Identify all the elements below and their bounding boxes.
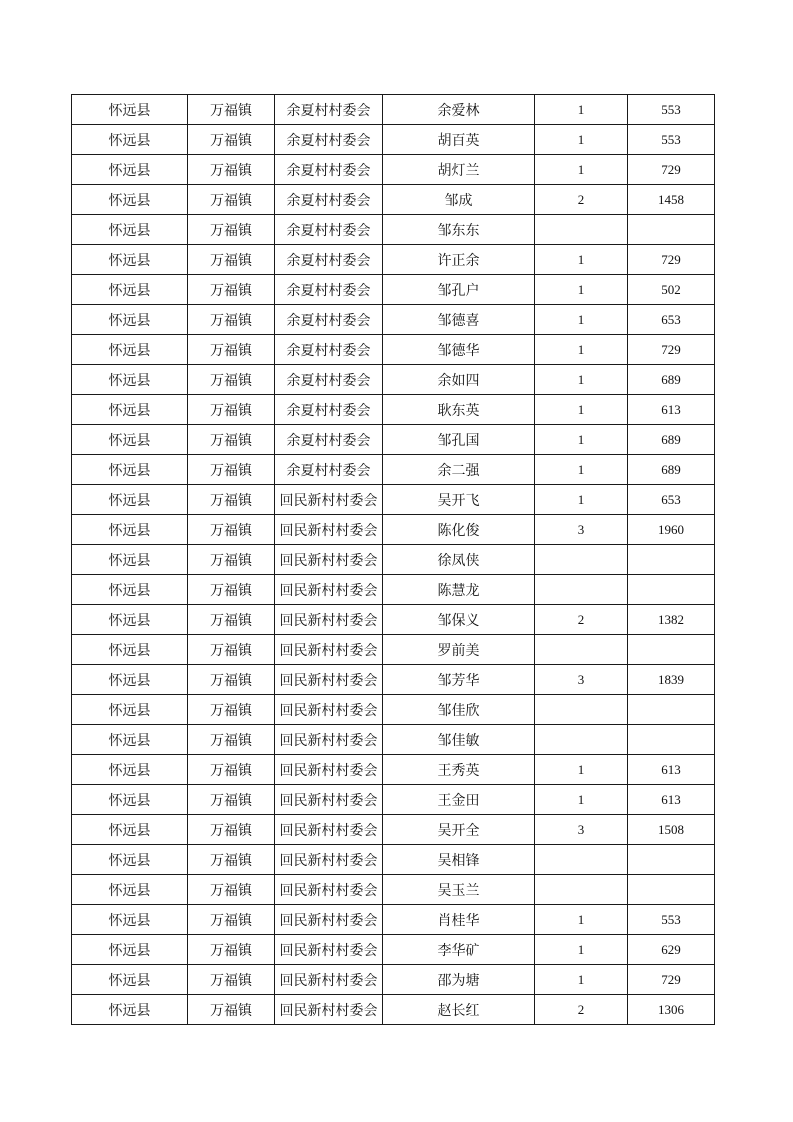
table-row: [72, 605, 715, 635]
county-cell: 怀远县: [72, 335, 188, 365]
village-cell: 回民新村村委会: [275, 845, 383, 875]
amount-cell: 1382: [628, 605, 715, 635]
person-name-cell: 肖桂华: [383, 905, 535, 935]
village-cell: 回民新村村委会: [275, 875, 383, 905]
person-name-cell: 罗前美: [383, 635, 535, 665]
amount-cell: 689: [628, 455, 715, 485]
roster-table: [71, 94, 715, 1025]
town-cell: 万福镇: [188, 215, 275, 245]
county-cell: 怀远县: [72, 485, 188, 515]
household-count-cell: 1: [535, 755, 628, 785]
town-cell: 万福镇: [188, 665, 275, 695]
amount-cell: 1306: [628, 995, 715, 1025]
town-cell: 万福镇: [188, 125, 275, 155]
table-row: [72, 965, 715, 995]
household-count-cell: 3: [535, 815, 628, 845]
village-cell: 回民新村村委会: [275, 605, 383, 635]
person-name-cell: 徐凤侠: [383, 545, 535, 575]
household-count-cell: 1: [535, 275, 628, 305]
amount-cell: 1839: [628, 665, 715, 695]
person-name-cell: 邹成: [383, 185, 535, 215]
household-count-cell: 3: [535, 515, 628, 545]
town-cell: 万福镇: [188, 785, 275, 815]
village-cell: 回民新村村委会: [275, 515, 383, 545]
village-cell: 回民新村村委会: [275, 665, 383, 695]
county-cell: 怀远县: [72, 995, 188, 1025]
county-cell: 怀远县: [72, 545, 188, 575]
person-name-cell: 吴玉兰: [383, 875, 535, 905]
document-page: [71, 94, 715, 1025]
village-cell: 余夏村村委会: [275, 455, 383, 485]
table-row: [72, 275, 715, 305]
table-row: [72, 95, 715, 125]
county-cell: 怀远县: [72, 635, 188, 665]
person-name-cell: 吴相锋: [383, 845, 535, 875]
table-row: [72, 665, 715, 695]
table-row: [72, 185, 715, 215]
amount-cell: 729: [628, 245, 715, 275]
village-cell: 余夏村村委会: [275, 305, 383, 335]
person-name-cell: 邹保义: [383, 605, 535, 635]
town-cell: 万福镇: [188, 455, 275, 485]
town-cell: 万福镇: [188, 605, 275, 635]
town-cell: 万福镇: [188, 575, 275, 605]
town-cell: 万福镇: [188, 185, 275, 215]
county-cell: 怀远县: [72, 605, 188, 635]
amount-cell: 553: [628, 125, 715, 155]
table-row: [72, 995, 715, 1025]
amount-cell: [628, 695, 715, 725]
village-cell: 回民新村村委会: [275, 815, 383, 845]
village-cell: 余夏村村委会: [275, 95, 383, 125]
amount-cell: 553: [628, 905, 715, 935]
amount-cell: [628, 725, 715, 755]
household-count-cell: [535, 845, 628, 875]
village-cell: 回民新村村委会: [275, 965, 383, 995]
amount-cell: 1960: [628, 515, 715, 545]
person-name-cell: 李华矿: [383, 935, 535, 965]
table-row: [72, 725, 715, 755]
person-name-cell: 吴开全: [383, 815, 535, 845]
person-name-cell: 胡灯兰: [383, 155, 535, 185]
person-name-cell: 邹芳华: [383, 665, 535, 695]
county-cell: 怀远县: [72, 935, 188, 965]
amount-cell: [628, 845, 715, 875]
household-count-cell: 1: [535, 335, 628, 365]
village-cell: 回民新村村委会: [275, 695, 383, 725]
amount-cell: 502: [628, 275, 715, 305]
village-cell: 回民新村村委会: [275, 725, 383, 755]
person-name-cell: 陈化俊: [383, 515, 535, 545]
village-cell: 余夏村村委会: [275, 185, 383, 215]
household-count-cell: [535, 875, 628, 905]
county-cell: 怀远县: [72, 185, 188, 215]
town-cell: 万福镇: [188, 155, 275, 185]
amount-cell: 689: [628, 365, 715, 395]
county-cell: 怀远县: [72, 305, 188, 335]
table-row: [72, 785, 715, 815]
county-cell: 怀远县: [72, 695, 188, 725]
person-name-cell: 邹佳敏: [383, 725, 535, 755]
household-count-cell: 1: [535, 155, 628, 185]
town-cell: 万福镇: [188, 995, 275, 1025]
table-row: [72, 905, 715, 935]
household-count-cell: 3: [535, 665, 628, 695]
table-row: [72, 245, 715, 275]
person-name-cell: 胡百英: [383, 125, 535, 155]
person-name-cell: 赵长红: [383, 995, 535, 1025]
county-cell: 怀远县: [72, 95, 188, 125]
town-cell: 万福镇: [188, 365, 275, 395]
table-row: [72, 215, 715, 245]
household-count-cell: 2: [535, 185, 628, 215]
household-count-cell: 1: [535, 125, 628, 155]
town-cell: 万福镇: [188, 335, 275, 365]
household-count-cell: 1: [535, 935, 628, 965]
village-cell: 回民新村村委会: [275, 785, 383, 815]
county-cell: 怀远县: [72, 155, 188, 185]
person-name-cell: 邹德华: [383, 335, 535, 365]
person-name-cell: 吴开飞: [383, 485, 535, 515]
amount-cell: [628, 635, 715, 665]
amount-cell: [628, 575, 715, 605]
amount-cell: [628, 875, 715, 905]
person-name-cell: 余如四: [383, 365, 535, 395]
county-cell: 怀远县: [72, 245, 188, 275]
village-cell: 余夏村村委会: [275, 275, 383, 305]
county-cell: 怀远县: [72, 395, 188, 425]
county-cell: 怀远县: [72, 845, 188, 875]
table-row: [72, 935, 715, 965]
town-cell: 万福镇: [188, 305, 275, 335]
village-cell: 余夏村村委会: [275, 155, 383, 185]
table-row: [72, 455, 715, 485]
amount-cell: 653: [628, 305, 715, 335]
table-row: [72, 545, 715, 575]
household-count-cell: 1: [535, 425, 628, 455]
village-cell: 余夏村村委会: [275, 335, 383, 365]
county-cell: 怀远县: [72, 725, 188, 755]
household-count-cell: [535, 575, 628, 605]
county-cell: 怀远县: [72, 905, 188, 935]
person-name-cell: 余二强: [383, 455, 535, 485]
person-name-cell: 邹东东: [383, 215, 535, 245]
town-cell: 万福镇: [188, 845, 275, 875]
village-cell: 余夏村村委会: [275, 215, 383, 245]
person-name-cell: 许正余: [383, 245, 535, 275]
amount-cell: 1508: [628, 815, 715, 845]
town-cell: 万福镇: [188, 695, 275, 725]
village-cell: 回民新村村委会: [275, 485, 383, 515]
amount-cell: 613: [628, 785, 715, 815]
household-count-cell: 1: [535, 905, 628, 935]
county-cell: 怀远县: [72, 215, 188, 245]
town-cell: 万福镇: [188, 635, 275, 665]
household-count-cell: [535, 725, 628, 755]
town-cell: 万福镇: [188, 425, 275, 455]
table-row: [72, 635, 715, 665]
county-cell: 怀远县: [72, 275, 188, 305]
table-row: [72, 365, 715, 395]
village-cell: 回民新村村委会: [275, 635, 383, 665]
amount-cell: [628, 545, 715, 575]
table-row: [72, 515, 715, 545]
village-cell: 回民新村村委会: [275, 545, 383, 575]
county-cell: 怀远县: [72, 875, 188, 905]
village-cell: 余夏村村委会: [275, 365, 383, 395]
person-name-cell: 耿东英: [383, 395, 535, 425]
county-cell: 怀远县: [72, 425, 188, 455]
household-count-cell: 2: [535, 605, 628, 635]
person-name-cell: 邹佳欣: [383, 695, 535, 725]
household-count-cell: [535, 695, 628, 725]
town-cell: 万福镇: [188, 485, 275, 515]
person-name-cell: 邹德喜: [383, 305, 535, 335]
table-row: [72, 815, 715, 845]
table-row: [72, 425, 715, 455]
town-cell: 万福镇: [188, 905, 275, 935]
person-name-cell: 王秀英: [383, 755, 535, 785]
town-cell: 万福镇: [188, 95, 275, 125]
town-cell: 万福镇: [188, 815, 275, 845]
village-cell: 回民新村村委会: [275, 935, 383, 965]
town-cell: 万福镇: [188, 875, 275, 905]
roster-table-body: [72, 95, 715, 1025]
town-cell: 万福镇: [188, 515, 275, 545]
county-cell: 怀远县: [72, 125, 188, 155]
table-row: [72, 695, 715, 725]
village-cell: 回民新村村委会: [275, 905, 383, 935]
amount-cell: 653: [628, 485, 715, 515]
table-row: [72, 875, 715, 905]
household-count-cell: 1: [535, 305, 628, 335]
amount-cell: 729: [628, 155, 715, 185]
amount-cell: 629: [628, 935, 715, 965]
table-row: [72, 485, 715, 515]
table-row: [72, 845, 715, 875]
county-cell: 怀远县: [72, 365, 188, 395]
town-cell: 万福镇: [188, 755, 275, 785]
village-cell: 余夏村村委会: [275, 425, 383, 455]
town-cell: 万福镇: [188, 965, 275, 995]
table-row: [72, 395, 715, 425]
household-count-cell: 1: [535, 245, 628, 275]
table-row: [72, 125, 715, 155]
county-cell: 怀远县: [72, 815, 188, 845]
amount-cell: 553: [628, 95, 715, 125]
amount-cell: 689: [628, 425, 715, 455]
person-name-cell: 邵为塘: [383, 965, 535, 995]
village-cell: 余夏村村委会: [275, 125, 383, 155]
table-row: [72, 305, 715, 335]
amount-cell: [628, 215, 715, 245]
town-cell: 万福镇: [188, 395, 275, 425]
person-name-cell: 陈慧龙: [383, 575, 535, 605]
town-cell: 万福镇: [188, 935, 275, 965]
county-cell: 怀远县: [72, 515, 188, 545]
person-name-cell: 邹孔户: [383, 275, 535, 305]
household-count-cell: 1: [535, 485, 628, 515]
person-name-cell: 王金田: [383, 785, 535, 815]
amount-cell: 613: [628, 395, 715, 425]
household-count-cell: [535, 635, 628, 665]
amount-cell: 729: [628, 335, 715, 365]
village-cell: 余夏村村委会: [275, 245, 383, 275]
village-cell: 回民新村村委会: [275, 575, 383, 605]
household-count-cell: 1: [535, 785, 628, 815]
town-cell: 万福镇: [188, 245, 275, 275]
amount-cell: 613: [628, 755, 715, 785]
county-cell: 怀远县: [72, 665, 188, 695]
household-count-cell: 1: [535, 455, 628, 485]
county-cell: 怀远县: [72, 965, 188, 995]
amount-cell: 729: [628, 965, 715, 995]
county-cell: 怀远县: [72, 785, 188, 815]
village-cell: 余夏村村委会: [275, 395, 383, 425]
person-name-cell: 邹孔国: [383, 425, 535, 455]
person-name-cell: 余爱林: [383, 95, 535, 125]
village-cell: 回民新村村委会: [275, 755, 383, 785]
table-row: [72, 335, 715, 365]
household-count-cell: 1: [535, 95, 628, 125]
amount-cell: 1458: [628, 185, 715, 215]
table-row: [72, 575, 715, 605]
county-cell: 怀远县: [72, 455, 188, 485]
table-row: [72, 755, 715, 785]
household-count-cell: 1: [535, 365, 628, 395]
household-count-cell: 1: [535, 395, 628, 425]
table-row: [72, 155, 715, 185]
village-cell: 回民新村村委会: [275, 995, 383, 1025]
town-cell: 万福镇: [188, 725, 275, 755]
town-cell: 万福镇: [188, 545, 275, 575]
household-count-cell: 2: [535, 995, 628, 1025]
household-count-cell: 1: [535, 965, 628, 995]
household-count-cell: [535, 215, 628, 245]
household-count-cell: [535, 545, 628, 575]
county-cell: 怀远县: [72, 575, 188, 605]
town-cell: 万福镇: [188, 275, 275, 305]
county-cell: 怀远县: [72, 755, 188, 785]
